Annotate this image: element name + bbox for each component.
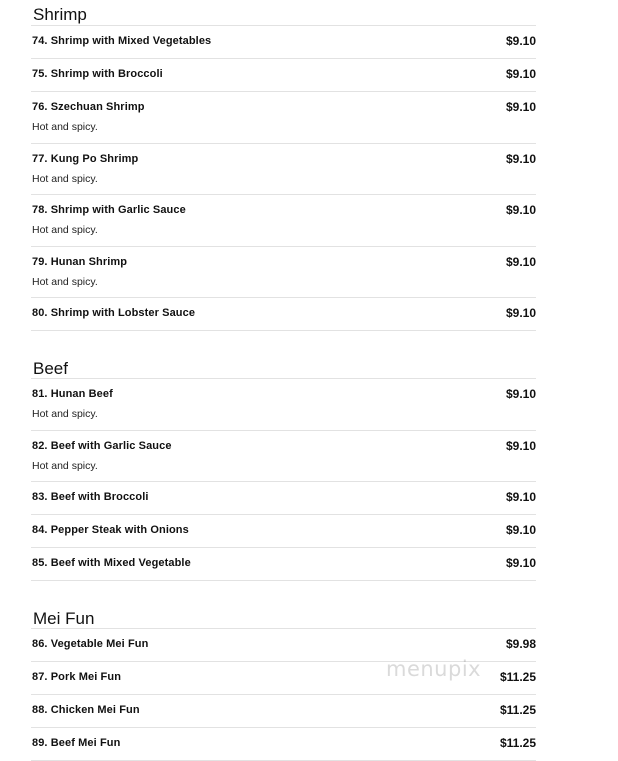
- item-price: $9.10: [505, 306, 536, 320]
- item-name: 80. Shrimp with Lobster Sauce: [32, 307, 196, 319]
- item-price: $11.25: [499, 703, 536, 717]
- menu-item[interactable]: [31, 430, 536, 482]
- menu-item[interactable]: [31, 297, 536, 330]
- item-price: $9.10: [505, 34, 536, 48]
- menu-item[interactable]: [31, 143, 536, 195]
- menu-item[interactable]: [31, 378, 536, 430]
- menu-item[interactable]: [31, 727, 536, 760]
- item-name: 81. Hunan Beef: [32, 388, 113, 400]
- item-price: $9.10: [505, 523, 536, 537]
- item-description: Hot and spicy.: [32, 224, 98, 236]
- item-price: $9.10: [505, 556, 536, 570]
- item-price: $9.10: [505, 387, 536, 401]
- menu-section-beef: [31, 331, 536, 581]
- menu-item[interactable]: [31, 514, 536, 547]
- item-name: 85. Beef with Mixed Vegetable: [32, 557, 191, 569]
- item-price: $9.10: [505, 151, 536, 166]
- item-description: Hot and spicy.: [32, 459, 98, 472]
- item-price: $11.25: [499, 736, 536, 750]
- item-price: $9.98: [505, 637, 536, 651]
- section-title: Mei Fun: [33, 609, 95, 628]
- item-description: Hot and spicy.: [32, 172, 98, 185]
- item-description: Hot and spicy.: [32, 121, 98, 133]
- item-name: 88. Chicken Mei Fun: [32, 704, 140, 716]
- item-name: 79. Hunan Shrimp: [32, 255, 128, 268]
- item-name: 84. Pepper Steak with Onions: [32, 524, 189, 536]
- item-price: $9.10: [505, 67, 536, 81]
- item-price: $9.10: [505, 490, 536, 504]
- item-price: $9.10: [505, 438, 536, 453]
- item-name: 78. Shrimp with Garlic Sauce: [32, 204, 186, 216]
- menu-item[interactable]: [31, 25, 536, 58]
- menu-item[interactable]: [31, 547, 536, 580]
- item-name: 77. Kung Po Shrimp: [32, 152, 139, 165]
- item-description: Hot and spicy.: [32, 275, 98, 288]
- menu: [31, 0, 536, 761]
- item-price: $9.10: [505, 254, 536, 269]
- menupix-watermark: menupix: [386, 657, 482, 681]
- item-name: 83. Beef with Broccoli: [32, 491, 149, 503]
- menu-item[interactable]: [31, 246, 536, 298]
- item-name: 89. Beef Mei Fun: [32, 737, 121, 749]
- menu-item[interactable]: [31, 481, 536, 514]
- menu-item[interactable]: [31, 58, 536, 91]
- item-name: 82. Beef with Garlic Sauce: [32, 439, 172, 452]
- item-name: 86. Vegetable Mei Fun: [32, 638, 149, 650]
- item-name: 74. Shrimp with Mixed Vegetables: [32, 35, 212, 47]
- item-name: 76. Szechuan Shrimp: [32, 101, 145, 113]
- item-name: 75. Shrimp with Broccoli: [32, 68, 163, 80]
- item-price: $11.25: [499, 670, 536, 684]
- menu-item[interactable]: [31, 194, 536, 246]
- section-title: Shrimp: [33, 5, 87, 24]
- item-price: $9.10: [505, 203, 536, 217]
- section-title: Beef: [33, 359, 68, 378]
- item-name: 87. Pork Mei Fun: [32, 671, 122, 683]
- menu-item[interactable]: [31, 91, 536, 143]
- item-description: Hot and spicy.: [32, 408, 98, 420]
- menu-section-shrimp: [31, 0, 536, 331]
- menu-item[interactable]: [31, 694, 536, 727]
- item-price: $9.10: [505, 100, 536, 114]
